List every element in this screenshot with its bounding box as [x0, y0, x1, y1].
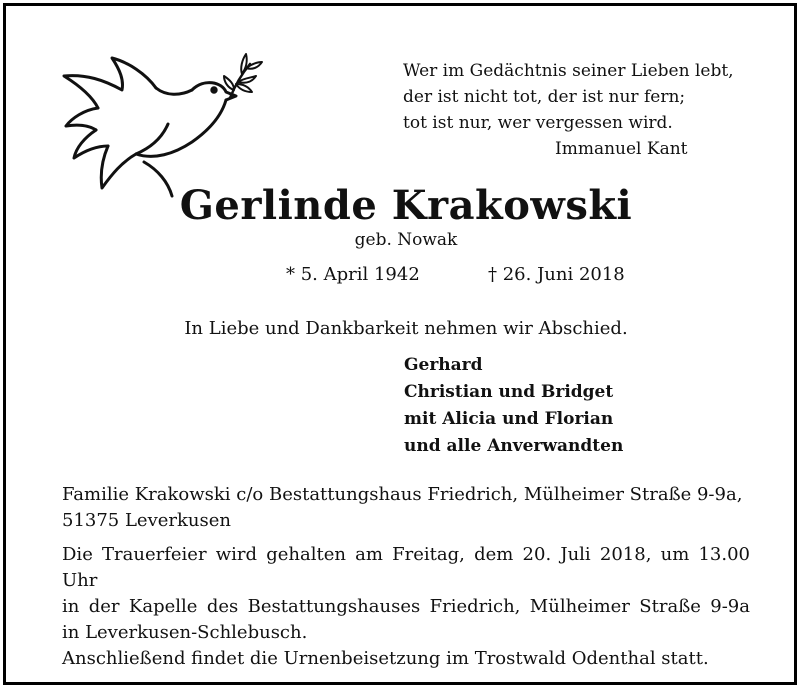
notice-line: in Leverkusen-Schlebusch. — [62, 622, 308, 643]
deceased-name: Gerlinde Krakowski — [179, 182, 633, 229]
mourner-item: Gerhard — [404, 355, 483, 375]
kant-quote — [403, 58, 763, 162]
address-line: Familie Krakowski c/o Bestattungshaus Friedrich, Mülheimer Straße 9-9a, — [62, 484, 743, 505]
maiden-name: geb. Nowak — [354, 230, 458, 250]
obituary-frame — [3, 3, 797, 685]
mourner-item: Christian und Bridget — [404, 382, 614, 402]
address-line: 51375 Leverkusen — [62, 510, 231, 531]
mourner-item: und alle Anverwandten — [404, 436, 624, 456]
farewell-text: In Liebe und Dankbarkeit nehmen wir Abschied. — [184, 318, 628, 339]
notice-line: in der Kapelle des Bestattungshauses Friedrich, Mülheimer Straße 9-9a — [62, 596, 750, 617]
mourner-item: mit Alicia und Florian — [404, 409, 614, 429]
death-date: † 26. Juni 2018 — [488, 264, 625, 285]
mourners-list — [404, 352, 623, 460]
funeral-notice — [62, 542, 750, 672]
quote-author: Immanuel Kant — [555, 139, 688, 159]
birth-date: * 5. April 1942 — [286, 264, 420, 285]
contact-address — [62, 482, 762, 534]
quote-line: der ist nicht tot, der ist nur fern; — [403, 87, 686, 107]
quote-line: tot ist nur, wer vergessen wird. — [403, 113, 673, 133]
notice-line: Die Trauerfeier wird gehalten am Freitag, dem 20. Juli 2018, um 13.00 Uhr — [62, 544, 750, 591]
dove-icon — [54, 50, 264, 200]
notice-line: Anschließend findet die Urnenbeisetzung im Trostwald Odenthal statt. — [62, 648, 709, 669]
quote-line: Wer im Gedächtnis seiner Lieben lebt, — [403, 61, 734, 81]
